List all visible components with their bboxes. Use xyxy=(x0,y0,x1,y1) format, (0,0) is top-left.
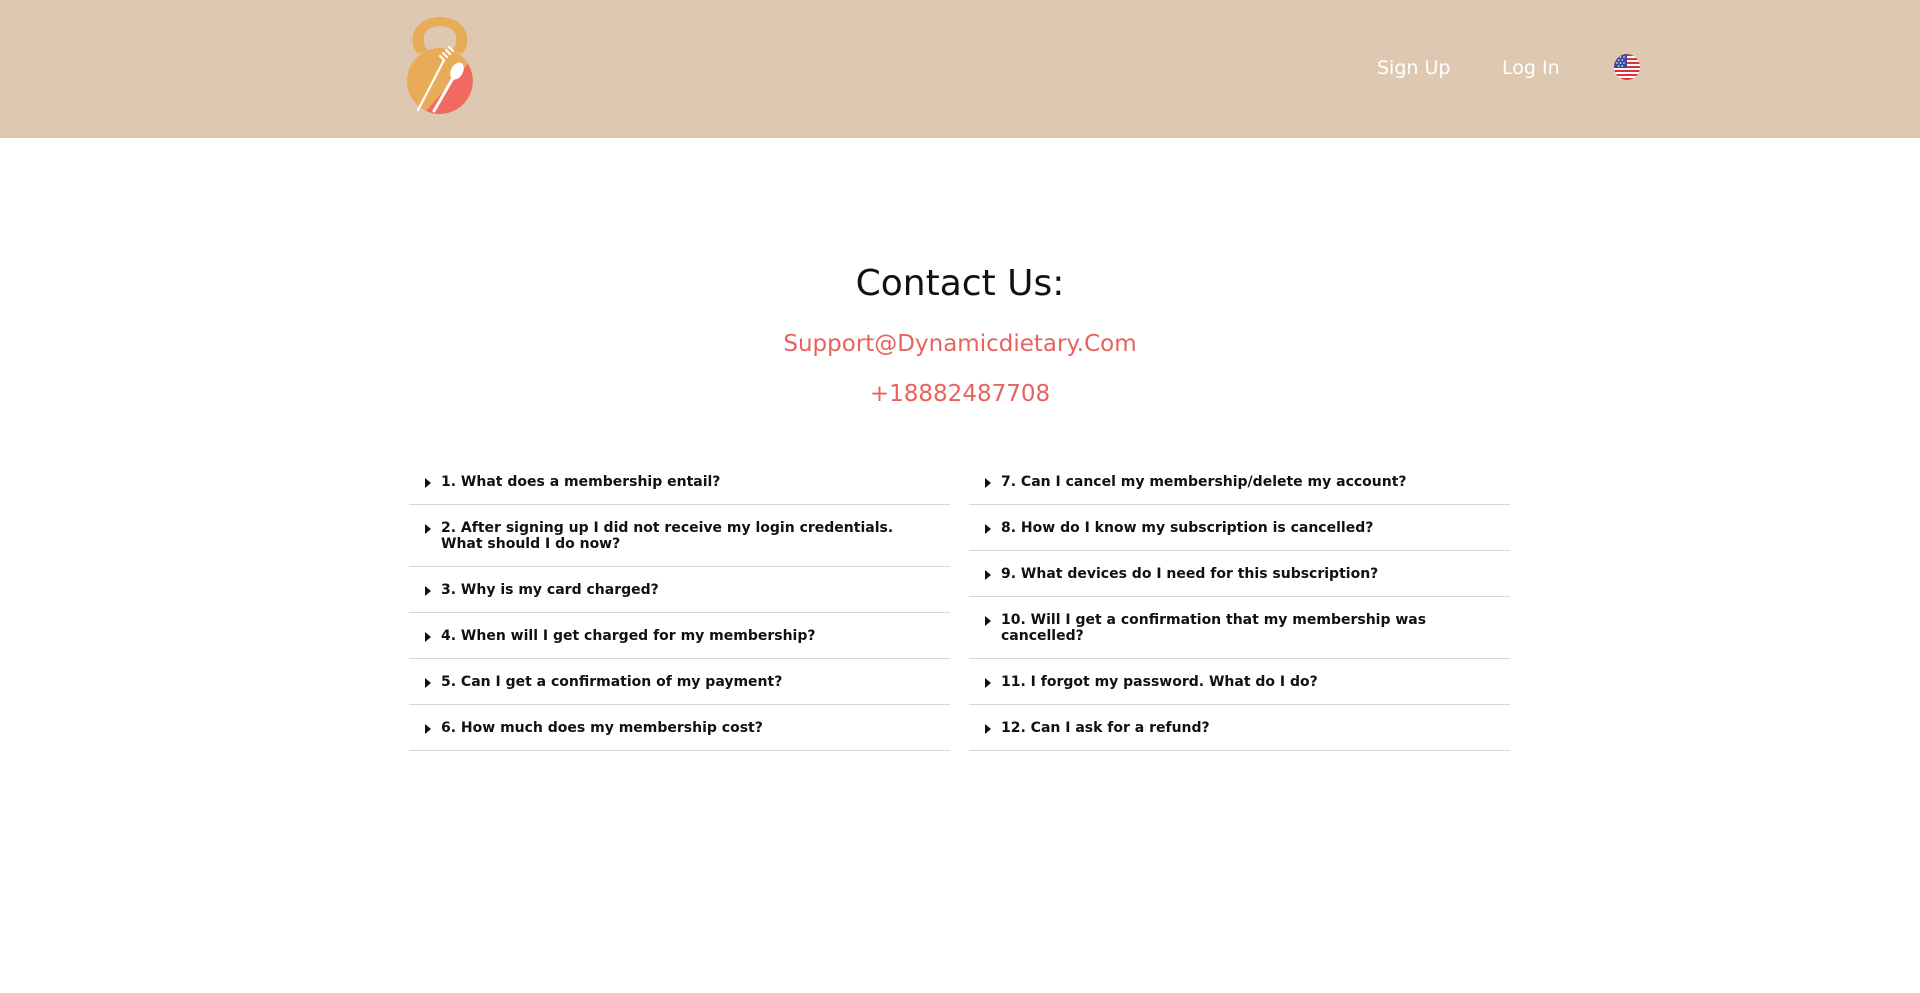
faq-question: 7. Can I cancel my membership/delete my account? xyxy=(1001,474,1407,490)
caret-right-icon xyxy=(985,570,991,580)
caret-right-icon xyxy=(985,616,991,626)
faq-question: 1. What does a membership entail? xyxy=(441,474,721,490)
faq-question: 9. What devices do I need for this subscription? xyxy=(1001,566,1379,582)
support-email-link xyxy=(0,330,1920,358)
faq-item-10[interactable] xyxy=(969,597,1510,659)
faq-question: 4. When will I get charged for my membership? xyxy=(441,628,816,644)
faq-question: 11. I forgot my password. What do I do? xyxy=(1001,674,1318,690)
faq-item-11[interactable] xyxy=(969,659,1510,705)
faq-item-12[interactable] xyxy=(969,705,1510,751)
caret-right-icon xyxy=(425,524,431,534)
faq-question: 10. Will I get a confirmation that my membership was cancelled? xyxy=(1001,612,1427,644)
support-email[interactable]: Support@Dynamicdietary.Com xyxy=(783,331,1137,357)
faq-item-1[interactable] xyxy=(409,459,950,505)
caret-right-icon xyxy=(425,678,431,688)
caret-right-icon xyxy=(985,678,991,688)
caret-right-icon xyxy=(985,724,991,734)
faq-item-5[interactable] xyxy=(409,659,950,705)
caret-right-icon xyxy=(985,524,991,534)
kettlebell-fork-spoon-logo-icon[interactable] xyxy=(404,14,476,117)
sign-up-link[interactable]: Sign Up xyxy=(1377,57,1451,79)
log-in-link[interactable]: Log In xyxy=(1502,57,1560,79)
caret-right-icon xyxy=(425,478,431,488)
site-header xyxy=(0,0,1920,138)
faq-question: 12. Can I ask for a refund? xyxy=(1001,720,1210,736)
faq-question: 5. Can I get a confirmation of my payment? xyxy=(441,674,783,690)
us-flag-icon[interactable] xyxy=(1614,54,1640,80)
faq-item-7[interactable] xyxy=(969,459,1510,505)
contact-title: Contact Us: xyxy=(855,263,1065,304)
faq-item-3[interactable] xyxy=(409,567,950,613)
faq-question: 8. How do I know my subscription is cancelled? xyxy=(1001,520,1374,536)
support-phone[interactable]: +18882487708 xyxy=(869,381,1051,407)
faq-list-left xyxy=(409,459,950,751)
faq-question: 2. After signing up I did not receive my login credentials. What should I do now? xyxy=(441,520,894,552)
support-phone-link xyxy=(0,380,1920,408)
faq-item-8[interactable] xyxy=(969,505,1510,551)
faq-question: 3. Why is my card charged? xyxy=(441,582,659,598)
faq-item-2[interactable] xyxy=(409,505,950,567)
caret-right-icon xyxy=(425,724,431,734)
caret-right-icon xyxy=(425,632,431,642)
caret-right-icon xyxy=(425,586,431,596)
faq-question: 6. How much does my membership cost? xyxy=(441,720,763,736)
faq-item-9[interactable] xyxy=(969,551,1510,597)
faq-item-4[interactable] xyxy=(409,613,950,659)
faq-list-right xyxy=(969,459,1510,751)
faq-item-6[interactable] xyxy=(409,705,950,751)
caret-right-icon xyxy=(985,478,991,488)
